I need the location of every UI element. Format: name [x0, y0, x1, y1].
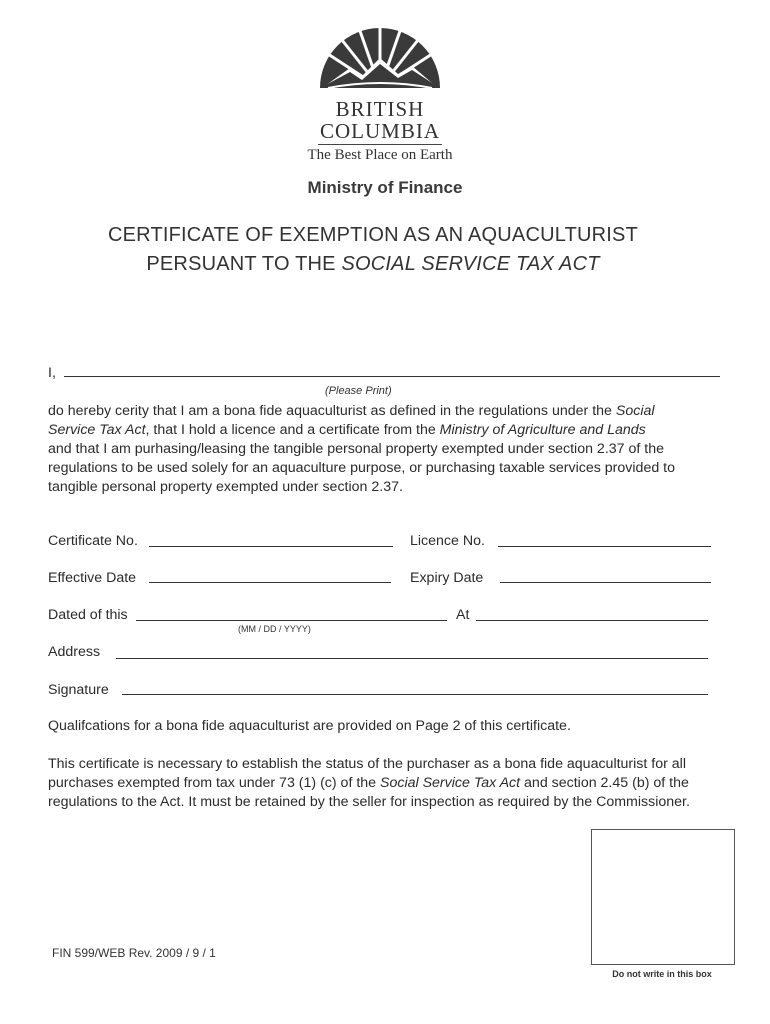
document-title-line2: [0, 253, 746, 276]
i-label: I,: [48, 365, 56, 381]
dated-of-this-label: Dated of this: [48, 607, 128, 623]
expiry-date-field[interactable]: [500, 582, 711, 583]
please-print-note: (Please Print): [325, 385, 392, 397]
office-use-note: Do not write in this box: [612, 969, 712, 979]
logo-tagline: The Best Place on Earth: [307, 147, 453, 163]
address-field[interactable]: [116, 658, 708, 659]
licence-no-field[interactable]: [498, 546, 711, 547]
declaration-line-2: Service Tax Act, that I hold a licence and a certificate from the Ministry of Agriculture and Lands: [48, 422, 646, 438]
closing-line-3: regulations to the Act. It must be retained by the seller for inspection as required by the Commissioner.: [48, 794, 690, 810]
certificate-no-field[interactable]: [149, 546, 393, 547]
logo-columbia: COLUMBIA: [319, 119, 440, 143]
at-location-field[interactable]: [476, 620, 708, 621]
closing-line-1: This certificate is necessary to establish the status of the purchaser as a bona fide aquaculturist for all: [48, 756, 686, 772]
closing-paragraph: [48, 755, 738, 812]
at-label: At: [456, 607, 470, 623]
date-format-note: (MM / DD / YYYY): [238, 624, 311, 634]
dated-field[interactable]: [136, 620, 447, 621]
ministry-name: Ministry of Finance: [307, 178, 463, 197]
qualifications-note: Qualifcations for a bona fide aquaculturist are provided on Page 2 of this certificate.: [48, 718, 571, 734]
sunburst-logo-icon: [300, 28, 460, 98]
document-title-line1: CERTIFICATE OF EXEMPTION AS AN AQUACULTURIST: [108, 224, 638, 246]
logo-divider: [318, 144, 442, 145]
effective-date-field[interactable]: [149, 582, 391, 583]
closing-line-2: purchases exempted from tax under 73 (1) (c) of the Social Service Tax Act and section 2.45 (b) of the: [48, 775, 689, 791]
bc-logo: [300, 28, 460, 168]
title-prefix: PERSUANT TO THE: [146, 253, 342, 275]
signature-field[interactable]: [122, 694, 708, 695]
office-use-box: [591, 829, 735, 965]
certificate-no-label: Certificate No.: [48, 533, 138, 549]
licence-no-label: Licence No.: [410, 533, 485, 549]
logo-british: BRITISH: [335, 97, 425, 121]
expiry-date-label: Expiry Date: [410, 570, 484, 586]
declaration-paragraph: [48, 402, 728, 497]
declaration-line-1: do hereby cerity that I am a bona fide aquaculturist as defined in the regulations under the Social: [48, 403, 655, 419]
declaration-line-3: and that I am purhasing/leasing the tangible personal property exempted under section 2.37 of the: [48, 441, 664, 457]
title-act-name: SOCIAL SERVICE TAX ACT: [341, 253, 600, 275]
declaration-line-5: tangible personal property exempted under section 2.37.: [48, 479, 403, 495]
signature-label: Signature: [48, 682, 109, 698]
declaration-line-4: regulations to be used solely for an aquaculture purpose, or purchasing taxable services provided to: [48, 460, 675, 476]
form-number: FIN 599/WEB Rev. 2009 / 9 / 1: [52, 946, 216, 960]
name-field[interactable]: [64, 376, 720, 377]
effective-date-label: Effective Date: [48, 570, 137, 586]
address-label: Address: [48, 644, 101, 660]
